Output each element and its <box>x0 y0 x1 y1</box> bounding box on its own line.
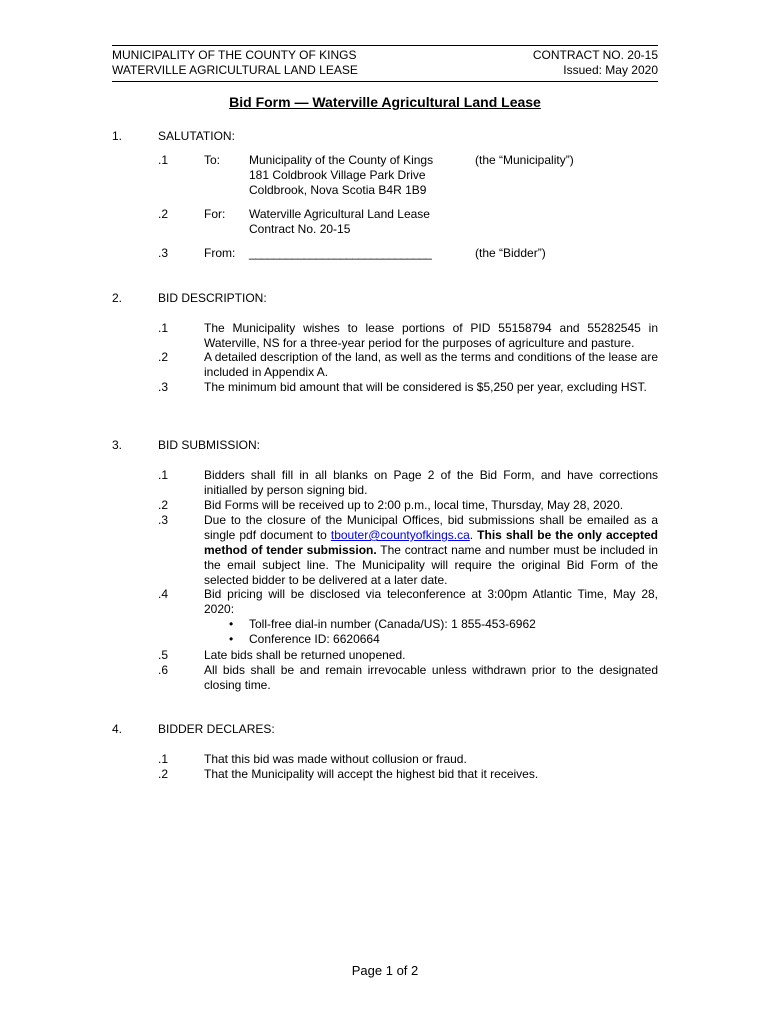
declares-1-text: That this bid was made without collusion or fraud. <box>204 752 467 766</box>
section-4-heading: BIDDER DECLARES: <box>158 722 275 736</box>
salutation-1-number: .1 <box>158 153 169 167</box>
description-3-number: .3 <box>158 380 169 394</box>
salutation-2-number: .2 <box>158 207 169 221</box>
salutation-to-line2: 181 Coldbrook Village Park Drive <box>249 168 426 182</box>
header-contract-no: CONTRACT NO. 20-15 <box>532 48 658 62</box>
description-3-text: The minimum bid amount that will be considered is $5,250 per year, excluding HST. <box>204 380 647 394</box>
description-2-text: A detailed description of the land, as well as the terms and conditions of the lease are included in Appendix A. <box>204 350 658 379</box>
section-4-number: 4. <box>112 722 123 736</box>
salutation-from-note: (the “Bidder”) <box>475 246 546 260</box>
section-3-number: 3. <box>112 438 123 452</box>
salutation-to-label: To: <box>204 153 221 167</box>
description-1-number: .1 <box>158 321 169 335</box>
submission-3-text-a: Due to the closure of the Municipal Offices, bid submissions shall be emailed as a single pdf document to <box>204 513 658 542</box>
bidder-name-blank[interactable]: ______________________________ <box>249 246 432 260</box>
bullet-icon: • <box>229 617 234 631</box>
submission-3-number: .3 <box>158 513 169 527</box>
salutation-3-number: .3 <box>158 246 169 260</box>
submission-3-text-b: . <box>469 528 478 542</box>
header-bottom-rule <box>112 81 658 82</box>
submission-5-number: .5 <box>158 648 169 662</box>
conference-id: Conference ID: 6620664 <box>249 632 380 646</box>
declares-1-number: .1 <box>158 752 169 766</box>
submission-6-number: .6 <box>158 663 169 677</box>
submission-6-text: All bids shall be and remain irrevocable unless withdrawn prior to the designated closing time. <box>204 663 658 692</box>
description-2-number: .2 <box>158 350 169 364</box>
section-2-number: 2. <box>112 291 123 305</box>
header-municipality: MUNICIPALITY OF THE COUNTY OF KINGS <box>112 48 357 62</box>
description-1-text: The Municipality wishes to lease portions of PID 55158794 and 55282545 in Waterville, NS for a three-year period for the purposes of agriculture and pasture. <box>204 321 658 350</box>
email-link[interactable]: tbouter@countyofkings.ca <box>330 528 470 542</box>
submission-3-text-c: The contract name and number must be included in the email subject line. The Municipality will require the original Bid Form of the selected bidder to be delivered at a later date. <box>204 543 658 587</box>
dial-in-number: Toll-free dial-in number (Canada/US): 1 855-453-6962 <box>249 617 536 631</box>
salutation-for-line1: Waterville Agricultural Land Lease <box>249 207 430 221</box>
declares-2-number: .2 <box>158 767 169 781</box>
salutation-for-line2: Contract No. 20-15 <box>249 222 351 236</box>
submission-5-text: Late bids shall be returned unopened. <box>204 648 406 662</box>
header-top-rule <box>112 45 658 46</box>
header-left <box>112 48 358 78</box>
submission-4-text: Bid pricing will be disclosed via teleconference at 3:00pm Atlantic Time, May 28, 2020: <box>204 587 658 616</box>
salutation-to-note: (the “Municipality”) <box>475 153 574 167</box>
submission-3-text <box>204 513 658 588</box>
page-title: Bid Form — Waterville Agricultural Land Lease <box>229 94 541 110</box>
submission-1-text: Bidders shall fill in all blanks on Page 2 of the Bid Form, and have corrections initialled by person signing bid. <box>204 468 658 497</box>
header-issued: Issued: May 2020 <box>563 63 658 77</box>
submission-4-number: .4 <box>158 587 169 601</box>
submission-3-bold-text: This shall be the only accepted method of tender submission. <box>204 528 659 557</box>
section-3-heading: BID SUBMISSION: <box>158 438 261 452</box>
header-right <box>533 48 658 78</box>
salutation-for-label: For: <box>204 207 226 221</box>
section-1-heading: SALUTATION: <box>158 129 235 143</box>
page-number: Page 1 of 2 <box>351 963 419 978</box>
section-1-number: 1. <box>112 129 123 143</box>
salutation-from-label: From: <box>204 246 236 260</box>
section-2-heading: BID DESCRIPTION: <box>158 291 267 305</box>
submission-2-number: .2 <box>158 498 169 512</box>
submission-1-number: .1 <box>158 468 169 482</box>
submission-2-text: Bid Forms will be received up to 2:00 p.m., local time, Thursday, May 28, 2020. <box>204 498 624 512</box>
header-project: WATERVILLE AGRICULTURAL LAND LEASE <box>112 63 358 77</box>
declares-2-text: That the Municipality will accept the highest bid that it receives. <box>204 767 539 781</box>
bullet-icon: • <box>229 632 234 646</box>
salutation-to-line3: Coldbrook, Nova Scotia B4R 1B9 <box>249 183 427 197</box>
salutation-to-line1: Municipality of the County of Kings <box>249 153 434 167</box>
